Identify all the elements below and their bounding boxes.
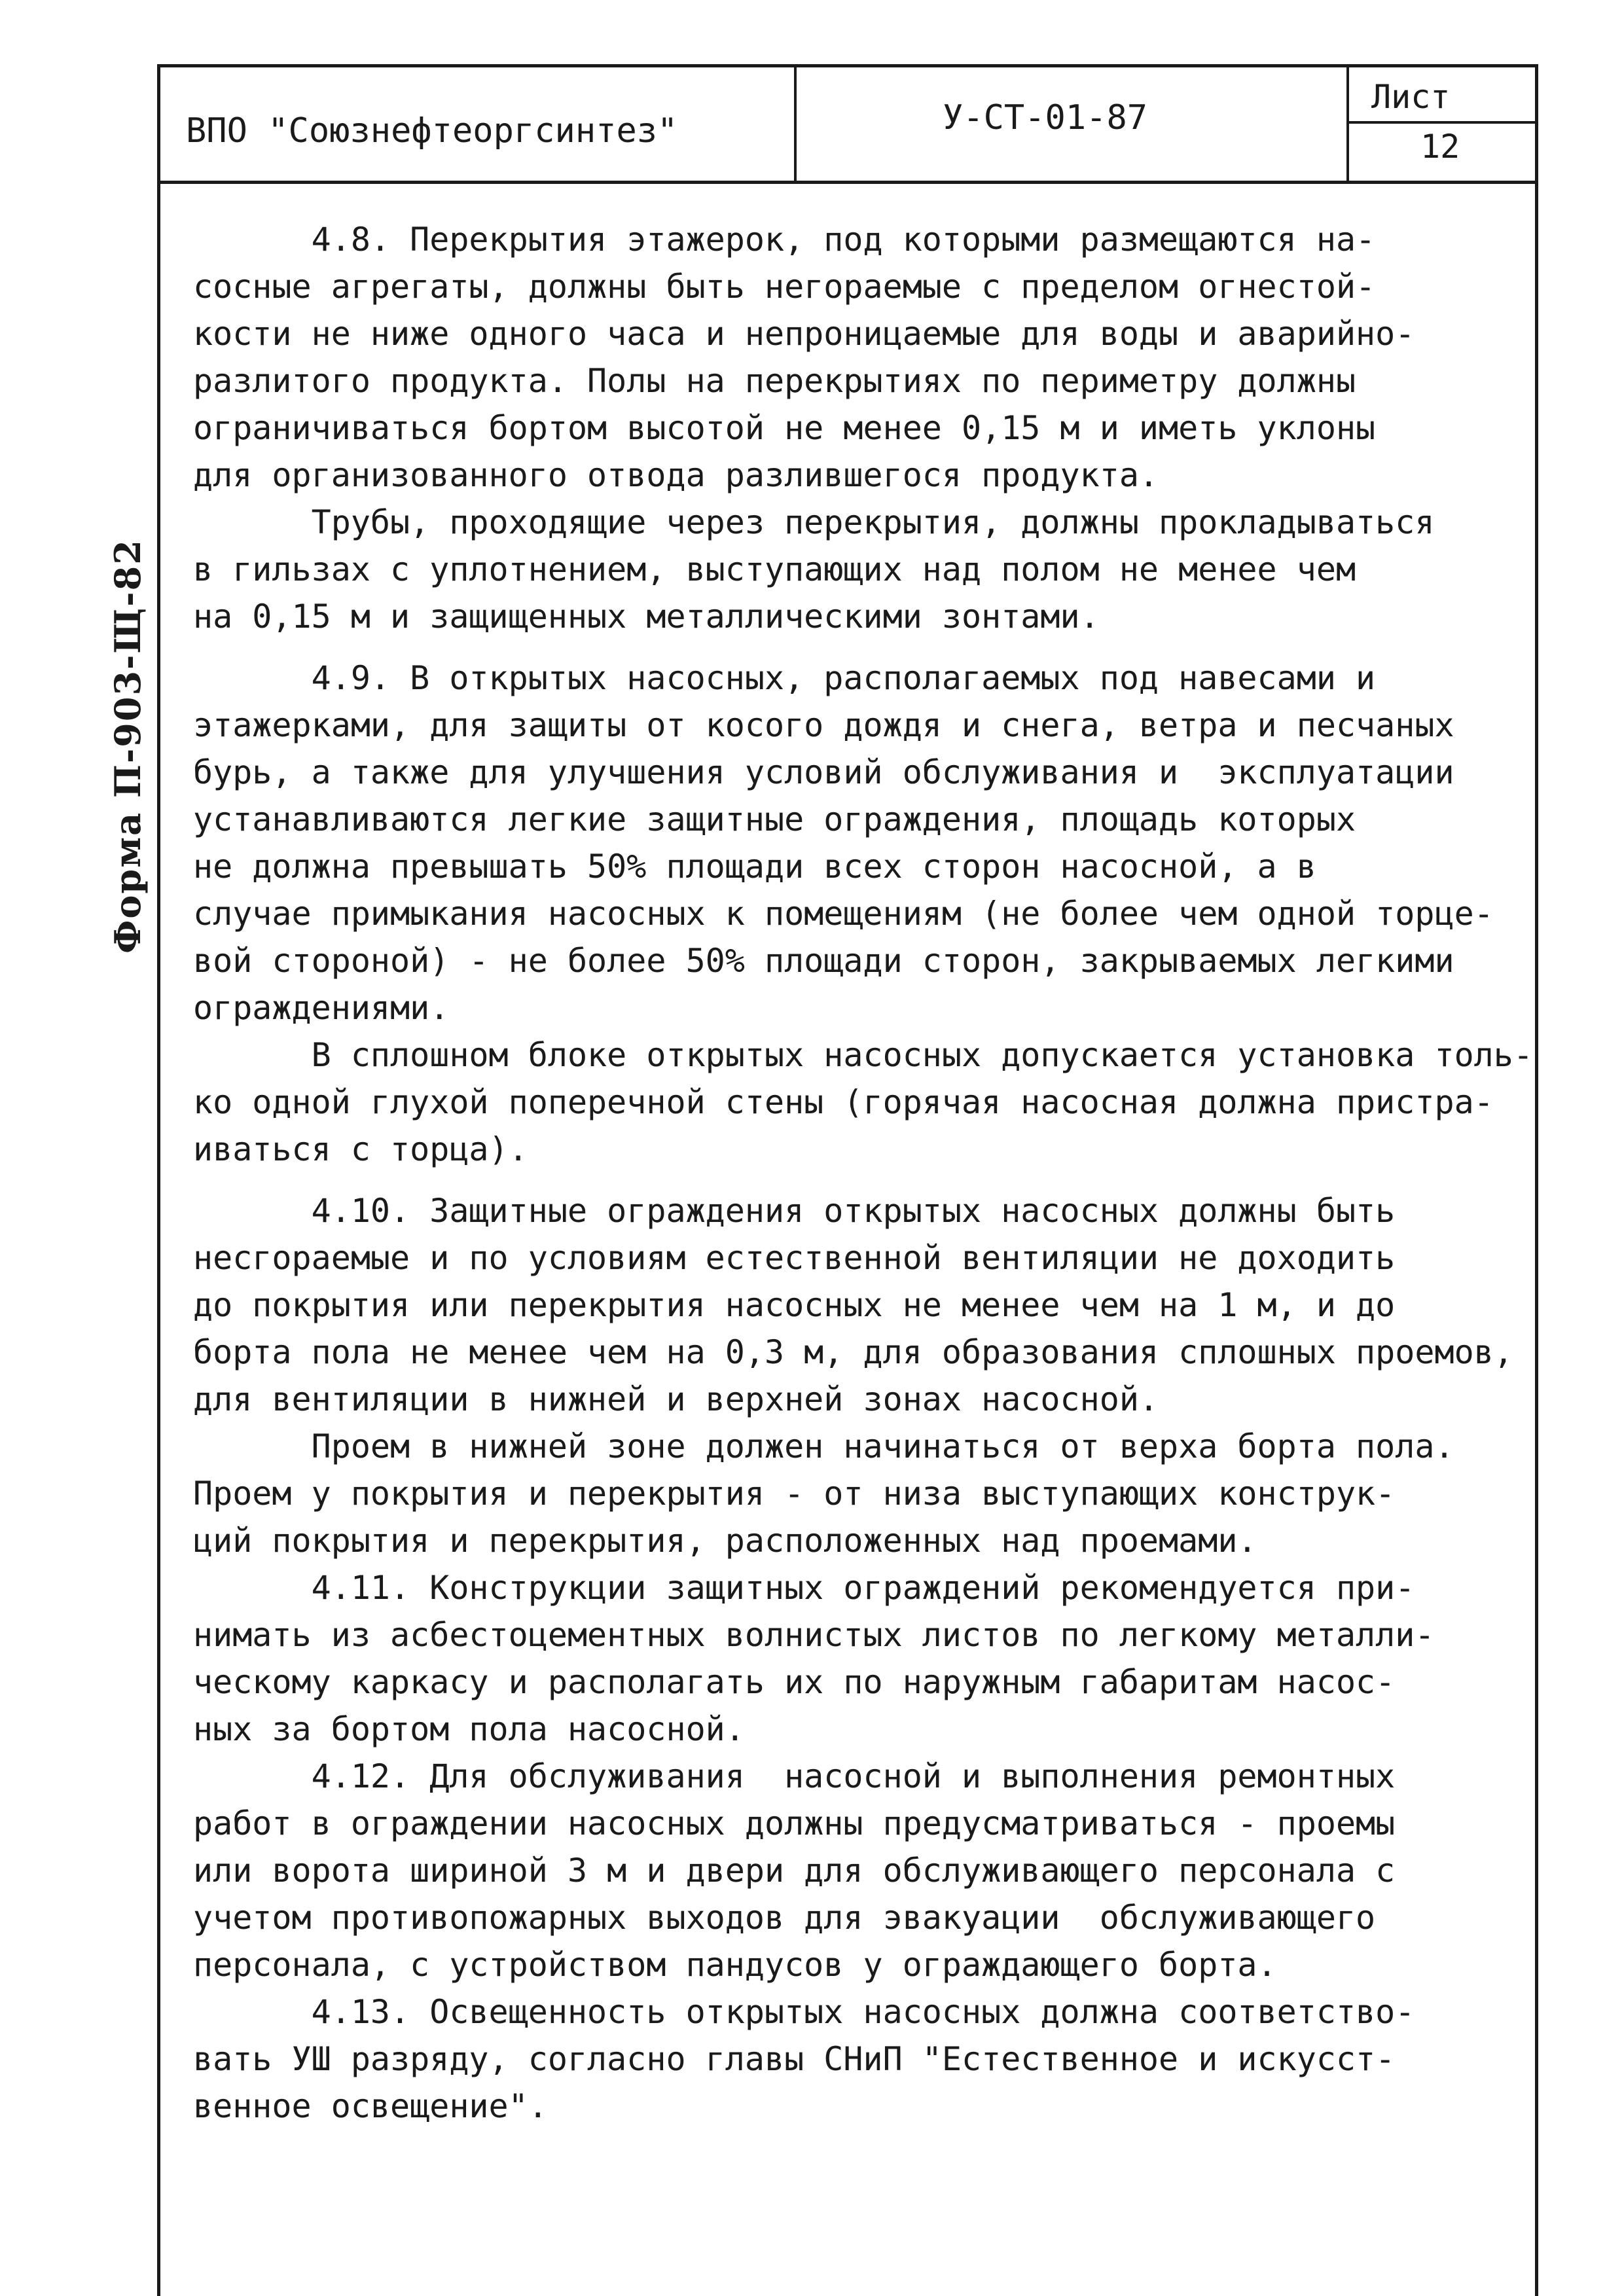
text-line: сосные агрегаты, должны быть негораемые с пределом огнестой- bbox=[193, 268, 1376, 306]
document-body bbox=[193, 216, 1533, 2130]
paragraph bbox=[193, 499, 1522, 640]
text-line: венное освещение". bbox=[193, 2087, 548, 2125]
paragraph bbox=[193, 1753, 1522, 1988]
text-line: вой стороной) - не более 50% площади сторон, закрываемых легкими bbox=[193, 942, 1454, 980]
text-line: работ в ограждении насосных должны предусматриваться - проемы bbox=[193, 1804, 1396, 1842]
text-line: кости не ниже одного часа и непроницаемые для воды и аварийно- bbox=[193, 315, 1415, 353]
text-line: ко одной глухой поперечной стены (горячая насосная должна пристра- bbox=[193, 1083, 1494, 1121]
text-line: на 0,15 м и защищенных металлическими зонтами. bbox=[193, 598, 1100, 636]
text-line: борта пола не менее чем на 0,3 м, для образования сплошных проемов, bbox=[193, 1333, 1513, 1371]
text-line: нимать из асбестоцементных волнистых листов по легкому металли- bbox=[193, 1616, 1435, 1654]
text-line: учетом противопожарных выходов для эвакуации обслуживающего bbox=[193, 1899, 1376, 1937]
paragraph bbox=[193, 1031, 1533, 1173]
sheet-cell-divider bbox=[1346, 121, 1538, 124]
text-line: ческому каркасу и располагать их по наружным габаритам насос- bbox=[193, 1663, 1396, 1701]
text-line: Трубы, проходящие через перекрытия, должны прокладываться bbox=[193, 503, 1435, 541]
form-code-stamp: Форма П-903-Щ-82 bbox=[107, 539, 149, 954]
paragraph bbox=[193, 1187, 1522, 1423]
text-line: 4.11. Конструкции защитных ограждений рекомендуется при- bbox=[193, 1569, 1415, 1607]
text-line: не должна превышать 50% площади всех сторон насосной, а в bbox=[193, 848, 1316, 886]
text-line: ций покрытия и перекрытия, расположенных над проемами. bbox=[193, 1522, 1257, 1560]
text-line: 4.13. Освещенность открытых насосных должна соответство- bbox=[193, 1993, 1415, 2031]
text-line: иваться с торца). bbox=[193, 1130, 528, 1168]
text-line: разлитого продукта. Полы на перекрытиях по периметру должны bbox=[193, 362, 1356, 400]
text-line: ограждениями. bbox=[193, 989, 450, 1027]
text-line: Проем у покрытия и перекрытия - от низа выступающих конструк- bbox=[193, 1475, 1396, 1513]
text-line: персонала, с устройством пандусов у ограждающего борта. bbox=[193, 1946, 1277, 1984]
text-line: бурь, а также для улучшения условий обслуживания и эксплуатации bbox=[193, 753, 1454, 791]
text-line: устанавливаются легкие защитные ограждения, площадь которых bbox=[193, 800, 1356, 838]
paragraph bbox=[193, 1988, 1522, 2130]
paragraph bbox=[193, 655, 1522, 1031]
text-line: для организованного отвода разлившегося продукта. bbox=[193, 456, 1159, 494]
text-line: Проем в нижней зоне должен начинаться от верха борта пола. bbox=[193, 1427, 1454, 1465]
header-divider-vertical bbox=[794, 64, 797, 182]
text-line: 4.12. Для обслуживания насосной и выполнения ремонтных bbox=[193, 1757, 1396, 1795]
sheet-number: 12 bbox=[1420, 128, 1460, 166]
organization-name: ВПО "Союзнефтеоргсинтез" bbox=[186, 111, 678, 151]
text-line: ных за бортом пола насосной. bbox=[193, 1710, 745, 1748]
document-number: У-СТ-01-87 bbox=[943, 98, 1148, 137]
text-line: этажерками, для защиты от косого дождя и снега, ветра и песчаных bbox=[193, 706, 1454, 744]
text-line: до покрытия или перекрытия насосных не менее чем на 1 м, и до bbox=[193, 1286, 1396, 1324]
paragraph-gap bbox=[193, 1173, 1522, 1187]
text-line: 4.8. Перекрытия этажерок, под которыми размещаются на- bbox=[193, 221, 1376, 259]
paragraph bbox=[193, 1564, 1522, 1753]
header-divider bbox=[157, 181, 1538, 184]
paragraph bbox=[193, 1423, 1522, 1564]
text-line: или ворота шириной 3 м и двери для обслуживающего персонала с bbox=[193, 1852, 1396, 1890]
text-line: в гильзах с уплотнением, выступающих над полом не менее чем bbox=[193, 550, 1356, 588]
text-line: 4.9. В открытых насосных, располагаемых под навесами и bbox=[193, 659, 1376, 697]
text-line: несгораемые и по условиям естественной вентиляции не доходить bbox=[193, 1239, 1396, 1277]
text-line: вать УШ разряду, согласно главы СНиП "Естественное и искусст- bbox=[193, 2040, 1396, 2078]
text-line: ограничиваться бортом высотой не менее 0,15 м и иметь уклоны bbox=[193, 409, 1376, 447]
text-line: 4.10. Защитные ограждения открытых насосных должны быть bbox=[193, 1192, 1396, 1230]
sheet-label: Лист bbox=[1371, 78, 1451, 116]
paragraph bbox=[193, 216, 1522, 499]
text-line: для вентиляции в нижней и верхней зонах насосной. bbox=[193, 1380, 1159, 1418]
paragraph-gap bbox=[193, 640, 1522, 655]
text-line: В сплошном блоке открытых насосных допускается установка толь- bbox=[193, 1036, 1533, 1074]
text-line: случае примыкания насосных к помещениям (не более чем одной торце- bbox=[193, 895, 1494, 933]
